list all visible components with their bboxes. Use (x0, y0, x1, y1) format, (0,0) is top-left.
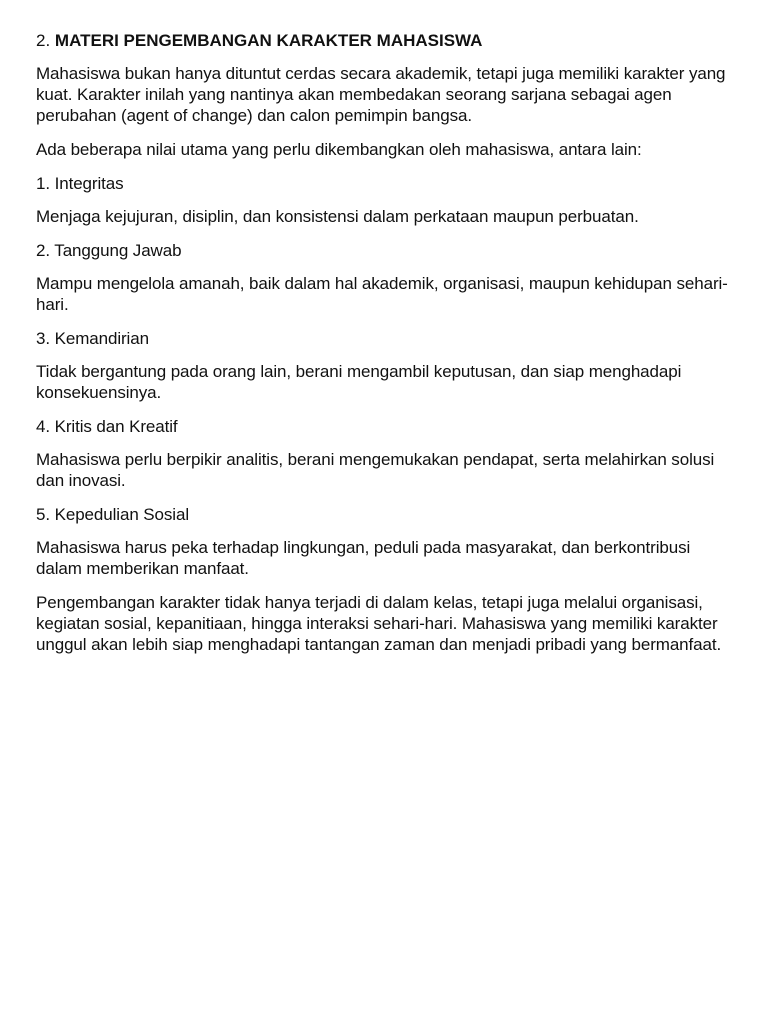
section-number: 2. (36, 31, 51, 50)
item-body-kemandirian: Tidak bergantung pada orang lain, berani mengambil keputusan, dan siap menghadapi konsekuensinya. (36, 362, 682, 402)
item-title-kritis-kreatif: 4. Kritis dan Kreatif (36, 417, 178, 436)
item-body-tanggung-jawab: Mampu mengelola amanah, baik dalam hal akademik, organisasi, maupun kehidupan sehari-hari. (36, 274, 728, 314)
closing-paragraph: Pengembangan karakter tidak hanya terjadi di dalam kelas, tetapi juga melalui organisasi, kegiatan sosial, kepanitiaan, hingga interaksi sehari-hari. Mahasiswa yang memiliki karakter unggul akan lebih siap menghadapi tantangan zaman dan menjadi pribadi yang bermanfaat. (36, 593, 722, 654)
item-body-integritas: Menjaga kejujuran, disiplin, dan konsistensi dalam perkataan maupun perbuatan. (36, 207, 639, 226)
item-title-integritas: 1. Integritas (36, 174, 124, 193)
lead-paragraph: Ada beberapa nilai utama yang perlu dikembangkan oleh mahasiswa, antara lain: (36, 140, 642, 159)
document-page (36, 30, 736, 668)
intro-paragraph: Mahasiswa bukan hanya dituntut cerdas secara akademik, tetapi juga memiliki karakter yang kuat. Karakter inilah yang nantinya akan membedakan seorang sarjana sebagai agen perubahan (agent of change) dan calon pemimpin bangsa. (36, 64, 726, 125)
item-body-kepedulian-sosial: Mahasiswa harus peka terhadap lingkungan, peduli pada masyarakat, dan berkontribusi dalam memberikan manfaat. (36, 538, 691, 578)
item-title-kepedulian-sosial: 5. Kepedulian Sosial (36, 505, 190, 524)
item-title-tanggung-jawab: 2. Tanggung Jawab (36, 241, 182, 260)
section-title: MATERI PENGEMBANGAN KARAKTER MAHASISWA (54, 31, 483, 50)
section-heading (36, 30, 736, 52)
item-body-kritis-kreatif: Mahasiswa perlu berpikir analitis, berani mengemukakan pendapat, serta melahirkan solusi dan inovasi. (36, 450, 715, 490)
item-title-kemandirian: 3. Kemandirian (36, 329, 149, 348)
